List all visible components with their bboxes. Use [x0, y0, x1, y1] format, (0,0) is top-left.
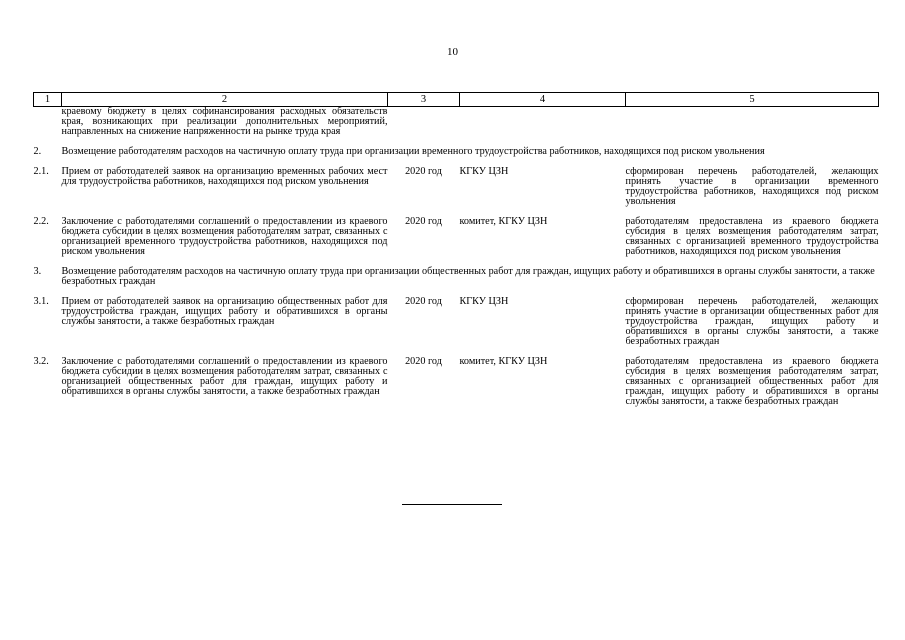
table-row — [34, 207, 879, 257]
end-divider-line — [402, 504, 502, 505]
item-responsible: комитет, КГКУ ЦЗН — [459, 216, 548, 227]
item-responsible: комитет, КГКУ ЦЗН — [459, 356, 548, 367]
table-row — [34, 287, 879, 347]
item-result: работодателям предоставлена из краевого бюджета субсидия в целях возмещения работодателям затрат, связанных с организацией временного трудоустройства работников, находящихся под риском увольнения — [625, 216, 879, 257]
item-description: Прием от работодателей заявок на организацию общественных работ для трудоустройства граждан, ищущих работу и обратившихся в органы службы занятости, а также безработных граждан — [61, 296, 388, 327]
table-row — [34, 347, 879, 407]
item-description: Заключение с работодателями соглашений о предоставлении из краевого бюджета субсидии в целях возмещения работодателям затрат, связанных с организацией временного трудоустройства работников, находящихся под риском увольнения — [61, 216, 388, 257]
header-col-1: 1 — [34, 93, 62, 107]
header-col-3: 3 — [388, 93, 460, 107]
item-number: 2.1. — [33, 166, 49, 177]
section-title: Возмещение работодателям расходов на частичную оплату труда при организации временного трудоустройства работников, находящихся под риском увольнения — [61, 146, 765, 157]
item-result: сформирован перечень работодателей, желающих принять участие в организации общественных работ для трудоустройства граждан, ищущих работу и обратившихся в органы службы занятости, а также безработных граждан — [625, 296, 879, 347]
item-date: 2020 год — [405, 296, 442, 307]
section-row-3 — [34, 257, 879, 287]
item-number: 2.2. — [33, 216, 49, 227]
table-header-row — [34, 93, 879, 107]
item-responsible: КГКУ ЦЗН — [459, 166, 509, 177]
header-col-2: 2 — [62, 93, 388, 107]
item-description: Заключение с работодателями соглашений о предоставлении из краевого бюджета субсидии в целях возмещения работодателям затрат, связанных с организацией общественных работ для граждан, ищущих работу и обратившихся в органы службы занятости, а также безработных граждан — [61, 356, 388, 397]
item-date: 2020 год — [405, 166, 442, 177]
item-date: 2020 год — [405, 216, 442, 227]
header-col-4: 4 — [460, 93, 626, 107]
item-number: 3.2. — [33, 356, 49, 367]
section-row-2 — [34, 137, 879, 157]
item-responsible: КГКУ ЦЗН — [459, 296, 509, 307]
section-title: Возмещение работодателям расходов на частичную оплату труда при организации общественных работ для граждан, ищущих работу и обратившихся в органы службы занятости, а также безработных граждан — [61, 266, 875, 287]
continuation-text: краевому бюджету в целях софинансирования расходных обязательств края, возникающих при реализации дополнительных мероприятий, направленных на снижение напряженности на рынке труда края — [61, 106, 388, 137]
header-col-5: 5 — [626, 93, 879, 107]
plan-table — [33, 92, 879, 407]
page-number: 10 — [447, 46, 458, 58]
continuation-row — [34, 107, 879, 138]
table-row — [34, 157, 879, 207]
section-number: 3. — [33, 266, 42, 277]
item-date: 2020 год — [405, 356, 442, 367]
item-number: 3.1. — [33, 296, 49, 307]
item-result: работодателям предоставлена из краевого бюджета субсидия в целях возмещения работодателям затрат, связанных с организацией общественных работ для граждан, ищущих работу и обратившихся в органы службы занятости, а также безработных граждан — [625, 356, 879, 407]
section-number: 2. — [33, 146, 42, 157]
item-result: сформирован перечень работодателей, желающих принять участие в организации временного трудоустройства работников, находящихся под риском увольнения — [625, 166, 879, 207]
item-description: Прием от работодателей заявок на организацию временных рабочих мест для трудоустройства работников, находящихся под риском увольнения — [61, 166, 388, 187]
